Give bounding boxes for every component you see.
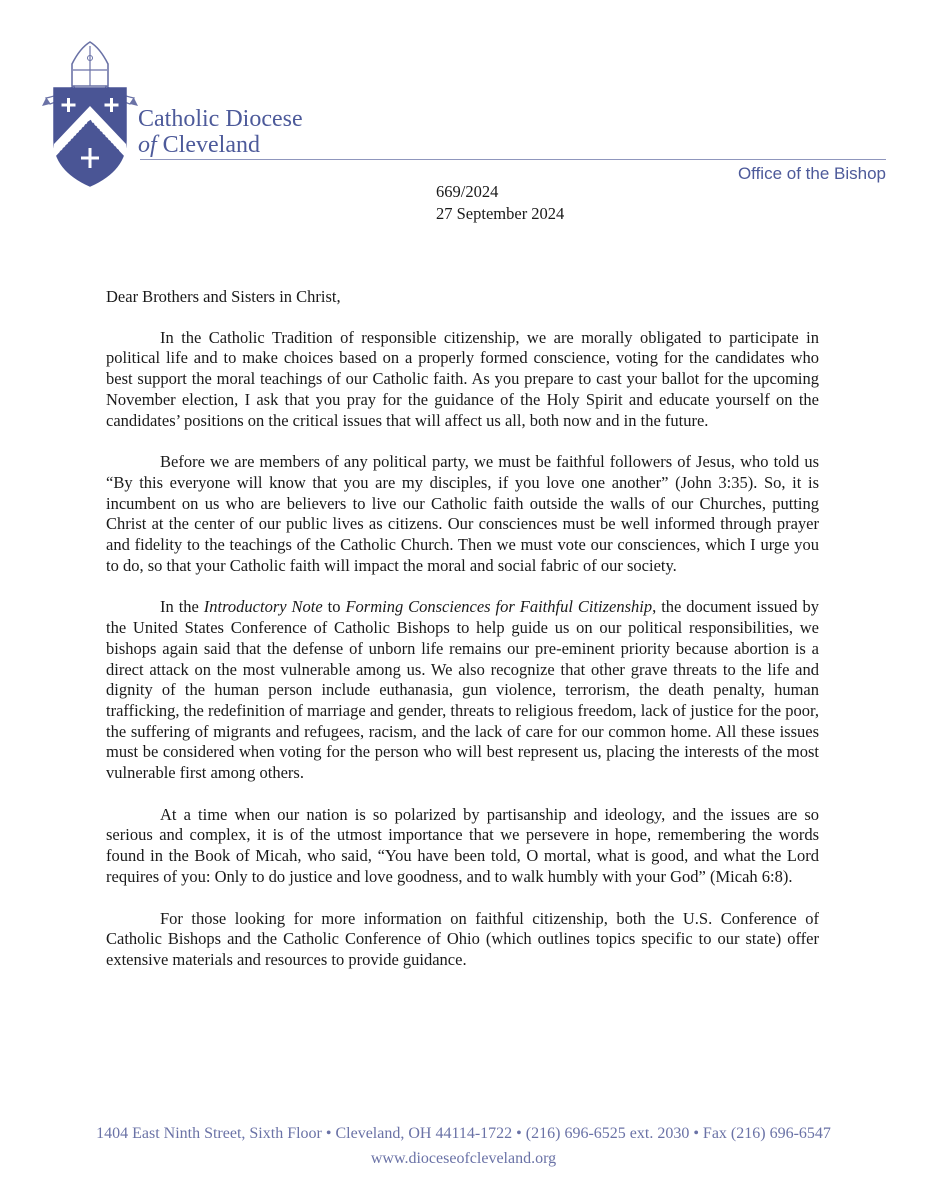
letter-body [106, 287, 819, 992]
paragraph-3 [106, 597, 819, 783]
p3-part-a: In the [160, 597, 204, 617]
paragraph-4: At a time when our nation is so polarized by partisanship and ideology, and the issues are so serious and complex, it is of the utmost importance that we persevere in hope, remembering the words found in the Book of Micah, who said, “You have been told, O mortal, what is good, and what the Lord requires of you: Only to do justice and love goodness, and to walk humbly with your God” (Micah 6:8). [106, 804, 819, 886]
org-name-city: Cleveland [156, 132, 260, 158]
reference-number: 669/2024 [436, 182, 499, 201]
reference-block [436, 181, 564, 225]
p3-title-introductory-note: Introductory Note [203, 597, 323, 617]
p3-part-b: to [322, 597, 346, 617]
letterhead-divider [140, 159, 886, 160]
letter-date: 27 September 2024 [436, 204, 565, 223]
organization-name [138, 106, 303, 158]
salutation: Dear Brothers and Sisters in Christ, [106, 287, 341, 306]
footer-website: www.dioceseofcleveland.org [370, 1150, 557, 1167]
paragraph-1: In the Catholic Tradition of responsible citizenship, we are morally obligated to participate in political life and to make choices based on a properly formed conscience, voting for the candidates who best support the moral teachings of our Catholic faith. As you prepare to cast your ballot for the upcoming November election, I ask that you pray for the guidance of the Holy Spirit and educate yourself on the candidates’ positions on the critical issues that will affect us all, both now and in the future. [106, 327, 819, 430]
p3-title-forming-consciences: Forming Consciences for Faithful Citizenship [345, 597, 653, 617]
org-name-of: of [138, 132, 157, 158]
paragraph-2: Before we are members of any political party, we must be faithful followers of Jesus, who told us “By this everyone will know that you are my disciples, if you love one another” (John 3:35). So, it is incumbent on us who are believers to live our Catholic faith outside the walls of our Churches, putting Christ at the center of our public lives as citizens. Our consciences must be well informed through prayer and fidelity to the teachings of the Catholic Church. Then we must vote our consciences, which I urge you to do, so that your Catholic faith will impact the moral and social fabric of our society. [106, 452, 819, 575]
paragraph-5: For those looking for more information on faithful citizenship, both the U.S. Conference of Catholic Bishops and the Catholic Conference of Ohio (which outlines topics specific to our state) offer extensive materials and resources to provide guidance. [106, 908, 819, 969]
org-name-line1: Catholic Diocese [138, 106, 303, 132]
footer-address: 1404 East Ninth Street, Sixth Floor • Cleveland, OH 44114-1722 • (216) 696-6525 ext. 2030 • Fax (216) 696-6547 [96, 1125, 831, 1142]
diocese-crest-icon [40, 40, 140, 188]
office-title: Office of the Bishop [737, 164, 886, 183]
org-name-line2 [138, 132, 303, 158]
p3-part-c: , the document issued by the United States Conference of Catholic Bishops to help guide us on our political responsibilities, we bishops again said that the defense of unborn life remains our pre-eminent priority because abortion is a direct attack on the most vulnerable among us. We also recognize that other grave threats to the life and dignity of the human person include euthanasia, gun violence, terrorism, the death penalty, human trafficking, the redefinition of marriage and gender, threats to religious freedom, lack of justice for the poor, the suffering of migrants and refugees, racism, and the lack of care for our common home. All these issues must be considered when voting for the person who will best represent us, placing the interests of the most vulnerable first among others. [106, 597, 820, 783]
